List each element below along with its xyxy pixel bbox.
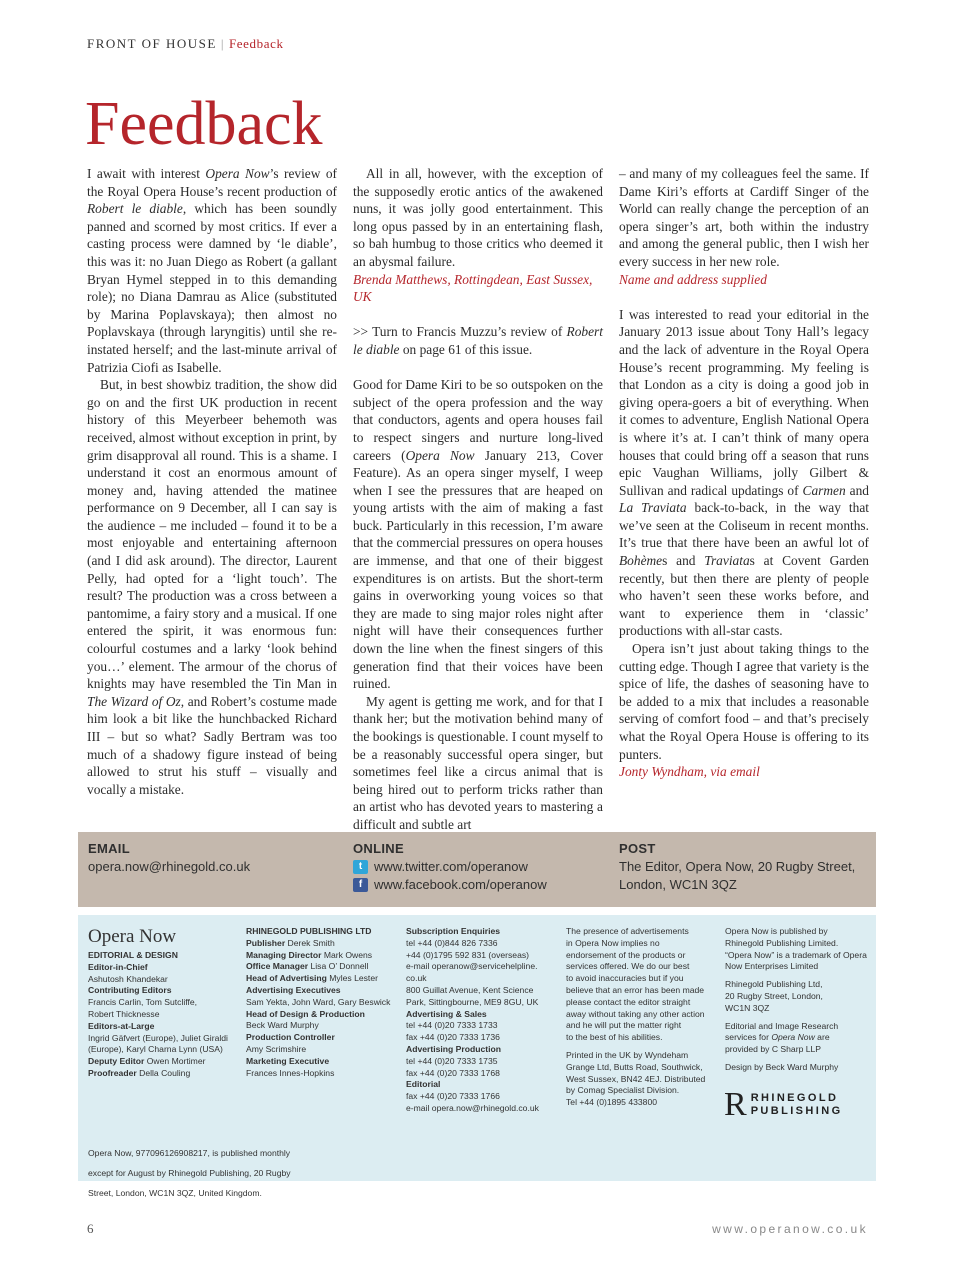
online-heading: ONLINE (353, 841, 404, 856)
website-url[interactable]: www.operanow.co.uk (712, 1222, 868, 1236)
disclaimer-line: endorsement of the products or (566, 949, 686, 960)
credit-line: Ashutosh Khandekar (88, 973, 168, 984)
address-line: WC1N 3QZ (725, 1002, 770, 1013)
disclaimer-line: to the best of his abilities. (566, 1032, 663, 1043)
contact-bar (78, 832, 876, 907)
letter-1-paragraph-2: But, in best showbiz tradition, the show did go on and the first UK production in recent history of this Meyerbeer behemoth was received, almost without exception in print, by grim disapproval all round. This is a shame. I understand it cost an enormous amount of money and, having attended the matinee performance on 9 December, all I can say is the audience – me included – found it to be a most enjoyable and entertaining afternoon (and I did ask around). The director, Laurent Pelly, had opted for a ‘light touch’. The result? The production was a cross between a pantomime, a fairy story and a musical. If one entered the spirit, it was enormous fun: colourful costumes and a larky ‘look behind you…’ element. The armour of the chorus of knights may have resembled the Tin Man in The Wizard of Oz, and Robert’s costume made him look a bit like the hunchbacked Richard III – but so what? Sadly Bertram was too much of a shadowy figure instead of being allowed to strut his stuff – visually and vocally a mistake. (87, 377, 337, 797)
contact-line: Park, Sittingbourne, ME9 8GU, UK (406, 996, 539, 1007)
printer-line: Grange Ltd, Butts Road, Southwick, (566, 1061, 703, 1072)
rhinegold-r-icon: R (724, 1086, 747, 1123)
email-link[interactable]: opera.now@rhinegold.co.uk (88, 859, 251, 874)
printer-line: Printed in the UK by Wyndeham (566, 1049, 689, 1060)
contact-line: +44 (0)1795 592 831 (overseas) (406, 949, 530, 960)
credit-line: Head of Design & Production (246, 1008, 365, 1019)
disclaimer-line: services offered. We do our best (566, 961, 690, 972)
contact-line: tel +44 (0)20 7333 1735 (406, 1055, 498, 1066)
section-separator: | (220, 36, 225, 51)
twitter-icon: t (353, 860, 368, 874)
letter-2-paragraph-2: My agent is getting me work, and for that I thank her; but the motivation behind many of the bookings is questionable. I count myself to be a reasonably successful opera singer, but sometimes feel like a circus animal that is being hired out to perform tricks rather than an artist who has devoted years to mastering a difficult and subtle art (353, 693, 603, 832)
facebook-link[interactable]: www.facebook.com/operanow (374, 877, 547, 892)
disclaimer-line: The presence of advertisements (566, 926, 689, 936)
printer-line: Tel +44 (0)1895 433800 (566, 1097, 658, 1108)
twitter-link[interactable]: www.twitter.com/operanow (374, 859, 528, 874)
letter-2-paragraph-1: Good for Dame Kiri to be so outspoken on the subject of the opera profession and the way that conductors, agents and opera houses fail to respect singers and nurture long-lived careers (Opera Now January 213, Cover Feature). As an opera singer myself, I weep when I see the pressures that are heaped on young artists with the aim of making a fast buck. Particularly in this recession, I’m aware that the commercial pressures on opera houses are immense, and that one of their biggest expenditures is on artists. But the short-term gains in overworking young voices so that they are made to sing major roles night after night will have their consequences further down the line when the finest singers of this generation find that their voices have been ruined. (353, 377, 603, 692)
printer-line: by Comag Specialist Division. (566, 1085, 680, 1096)
credit-line: Head of Advertising Myles Lester (246, 973, 378, 984)
masthead-col-publisher-info (725, 926, 867, 1074)
letter-column-1 (87, 165, 337, 798)
disclaimer-line: away without taking any other action (566, 1008, 705, 1019)
editorial-credits (88, 950, 228, 1056)
disclaimer-line: to avoid inaccuracies but if you (566, 973, 684, 984)
credit-line: Marketing Executive (246, 1055, 330, 1066)
publisher-statement (725, 926, 867, 973)
credit-line: (Europe), Karyl Charna Lynn (USA) (88, 1044, 223, 1055)
subscription-contacts (406, 926, 539, 1115)
editorial-credits-tail (88, 1056, 228, 1080)
credit-line: Proofreader Della Couling (88, 1067, 191, 1078)
credit-line: Editors-at-Large (88, 1020, 155, 1031)
publisher-heading: RHINEGOLD PUBLISHING LTD (246, 926, 372, 936)
credit-line: Deputy Editor Owen Mortimer (88, 1056, 206, 1067)
post-heading: POST (619, 841, 656, 856)
contact-line: tel +44 (0)844 826 7336 (406, 937, 498, 948)
publisher-address (725, 979, 867, 1014)
image-research-credit: Editorial and Image Research services for Opera Now are provided by C Sharp LLP (725, 1020, 839, 1055)
letter-3-signature: Jonty Wyndham, via email (619, 764, 760, 780)
publishing-credits-more (246, 985, 390, 1079)
email-heading: EMAIL (88, 841, 130, 856)
contact-line: co.uk (406, 973, 427, 984)
publication-statement (88, 1139, 318, 1209)
printer-details (566, 1050, 705, 1109)
masthead-col-disclaimer (566, 926, 705, 1109)
credit-line: Ingrid Gäfvert (Europe), Juliet Giraldi (88, 1032, 228, 1043)
publication-line: Street, London, WC1N 3QZ, United Kingdom. (88, 1188, 262, 1199)
credit-line: Sam Yekta, John Ward, Gary Beswick (246, 996, 391, 1007)
masthead-col-publishing (246, 926, 390, 1079)
post-address-line-2: London, WC1N 3QZ (619, 877, 737, 892)
editor-note: >> Turn to Francis Muzzu’s review of Robert le diable on page 61 of this issue. (353, 324, 603, 357)
credit-line: Production Controller (246, 1032, 335, 1043)
page-title: Feedback (85, 90, 323, 158)
contact-line: e-mail operanow@servicehelpline. (406, 961, 538, 972)
rhinegold-publishing-logo (724, 1086, 843, 1123)
contact-line: e-mail opera.now@rhinegold.co.uk (406, 1102, 539, 1113)
contact-email-block (88, 840, 250, 876)
publisher-line: “Opera Now” is a trademark of Opera (725, 949, 867, 960)
opera-now-logo: Opera Now (88, 926, 177, 947)
contact-line: Subscription Enquiries (406, 926, 501, 936)
credit-line: Frances Innes-Hopkins (246, 1067, 335, 1078)
section-header (87, 36, 284, 52)
contact-line: fax +44 (0)20 7333 1736 (406, 1032, 500, 1043)
page-number: 6 (87, 1221, 94, 1236)
letter-column-3 (619, 165, 869, 781)
address-line: 20 Rugby Street, London, (725, 990, 823, 1001)
printer-line: West Sussex, BN42 4EJ. Distributed (566, 1073, 706, 1084)
credit-line: Robert Thicknesse (88, 1008, 160, 1019)
contact-post-block (619, 840, 855, 894)
rhinegold-wordmark-line-1: RHINEGOLD (750, 1092, 839, 1104)
publishing-credits (246, 938, 390, 985)
credit-line: Office Manager Lisa O’ Donnell (246, 961, 369, 972)
publication-line: except for August by Rhinegold Publishing, 20 Rugby (88, 1167, 291, 1178)
contact-line: tel +44 (0)20 7333 1733 (406, 1020, 498, 1031)
letter-2-signature: Name and address supplied (619, 271, 767, 287)
letter-2-paragraph-2-continued: – and many of my colleagues feel the same. If Dame Kiri’s efforts at Cardiff Singer of the World can really change the perception of an opera singer’s art, both within the industry and among the general public, then I wish her every success in her new role. (619, 166, 869, 269)
masthead-col-contacts (406, 926, 539, 1115)
disclaimer-line: in Opera Now implies no (566, 937, 660, 948)
section-label: FRONT OF HOUSE (87, 36, 217, 51)
credit-line: Beck Ward Murphy (246, 1020, 319, 1031)
address-line: Rhinegold Publishing Ltd, (725, 979, 823, 990)
contact-line: Advertising & Sales (406, 1008, 487, 1019)
contact-online-block (353, 840, 547, 894)
credit-line: Publisher Derek Smith (246, 937, 335, 948)
contact-line: fax +44 (0)20 7333 1768 (406, 1067, 500, 1078)
publisher-line: Now Enterprises Limited (725, 961, 819, 972)
subsection-label: Feedback (228, 36, 284, 51)
letter-1-paragraph-3: All in all, however, with the exception of the supposedly erotic antics of the awakened nuns, it was jolly good entertainment. This long opus passed by in an entertaining flash, so bah humbug to those critics who deemed it an abysmal failure. (353, 166, 603, 269)
letter-1-signature: Brenda Matthews, Rottingdean, East Sussex, UK (353, 271, 593, 305)
credit-line: Francis Carlin, Tom Sutcliffe, (88, 997, 198, 1008)
credit-line: Contributing Editors (88, 985, 172, 996)
letter-3-paragraph-1: I was interested to read your editorial in the January 2013 issue about Tony Hall’s legacy and the lack of adventure in the Royal Opera House’s recent programming. My feeling is that London as a city is doing a good job in giving opera-goers a bit of everything. When it comes to adventure, English National Opera is where it’s at. I can’t think of many opera houses that could bring off a season that runs epic Vaughan Williams, jolly Gilbert & Sullivan and radical updatings of Carmen and La Traviata back-to-back, in the way that we’ve seen at the Coliseum in recent months. It’s true that there have been an awful lot of Bohèmes and Traviatas at Covent Garden recently, but then there are plenty of people who haven’t seen these works before, and want to experience them in ‘classic’ productions with all-star casts. (619, 306, 869, 639)
facebook-icon: f (353, 878, 368, 892)
contact-line: 800 Guillat Avenue, Kent Science (406, 984, 534, 995)
masthead-col-editorial (88, 926, 228, 1080)
advertising-disclaimer (566, 926, 705, 1044)
contact-line: Advertising Production (406, 1043, 502, 1054)
credit-line: EDITORIAL & DESIGN (88, 950, 178, 960)
credit-line: Amy Scrimshire (246, 1043, 307, 1054)
disclaimer-line: and he will put the matter right (566, 1020, 682, 1031)
publication-line: Opera Now, 977096126908217, is published monthly (88, 1147, 291, 1158)
credit-line: Advertising Executives (246, 984, 341, 995)
contact-line: fax +44 (0)20 7333 1766 (406, 1091, 500, 1102)
design-credit: Design by Beck Ward Murphy (725, 1061, 839, 1072)
credit-line: Editor-in-Chief (88, 961, 148, 972)
contact-line: Editorial (406, 1079, 441, 1090)
masthead (78, 915, 876, 1199)
letter-1-paragraph-1: I await with interest Opera Now’s review of the Royal Opera House’s recent production of Robert le diable, which has been soundly panned and scorned by most critics. If ever a casting process were damned by ‘le diable’, this was it: no Juan Diego as Robert (a gallant Bryan Hymel stepped in to this demanding role); no Diana Damrau as Alice (substituted by Marina Poplavskaya); then almost no Poplavskaya (through laryngitis) until she re-instated herself; and the last-minute arrival of Patrizia Ciofi as Isabelle. (87, 166, 338, 375)
letter-column-2 (353, 165, 603, 834)
disclaimer-line: please contact the editor straight (566, 996, 691, 1007)
letter-3-paragraph-2: Opera isn’t just about taking things to the cutting edge. Though I agree that variety is the spice of life, the dashes of seasoning have to be added to a mix that includes a reasonable serving of comfort food – and that’s precisely what the Royal Opera House is offering to its punters. (619, 641, 870, 762)
publisher-line: Opera Now is published by (725, 926, 828, 936)
disclaimer-line: believe that an error has been made (566, 984, 705, 995)
publisher-line: Rhinegold Publishing Limited. (725, 937, 839, 948)
post-address-line-1: The Editor, Opera Now, 20 Rugby Street, (619, 859, 856, 874)
credit-line: Managing Director Mark Owens (246, 949, 373, 960)
rhinegold-wordmark-line-2: PUBLISHING (750, 1105, 843, 1117)
